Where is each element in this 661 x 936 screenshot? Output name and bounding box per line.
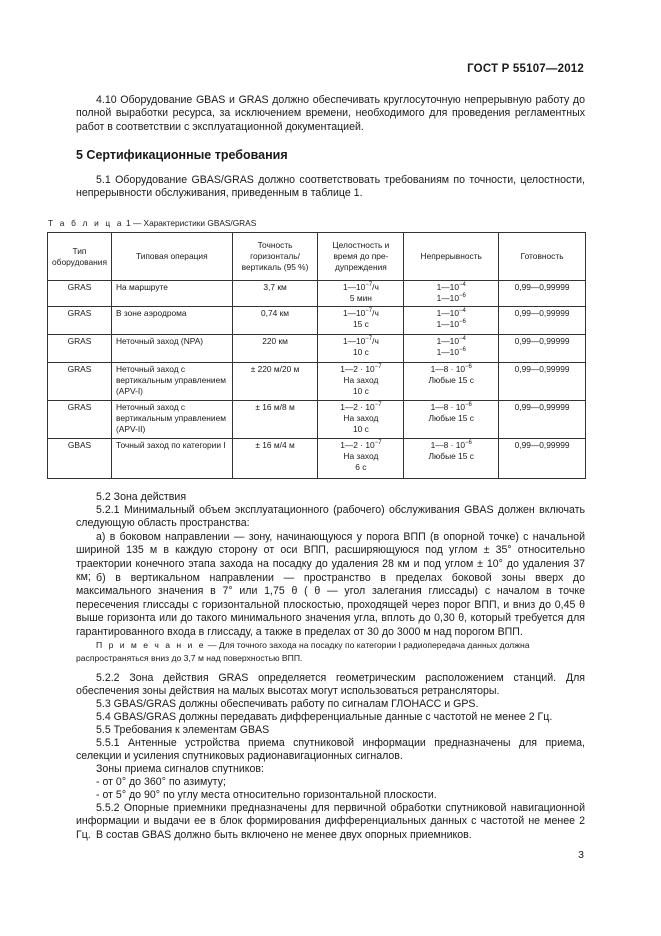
cell-availability — [499, 335, 586, 363]
paragraph-5-5-1: 5.5.1 Антенные устройства приема спутниковой информации предназначены для приема, селекции и усиления спутниковых радионавигационных сигналов. — [76, 737, 585, 763]
continuity-exponent: −4 — [458, 282, 466, 289]
integrity-time: 10 с — [352, 347, 369, 357]
cell-operation — [111, 439, 232, 479]
continuity-value-2: 1—10 — [436, 319, 459, 329]
cell-operation — [111, 307, 232, 335]
note-text: — Для точного захода на посадку по категории I радиопередача данных должна распространяться вниз до 3,7 м над поверхностью ВПП. — [76, 640, 530, 663]
cell-continuity — [404, 335, 499, 363]
paragraph-5-5-2: 5.5.2 Опорные приемники предназначены для первичной обработки спутниковой навигационной информации и выдачи ее в блок формирования дифференциальных данных с частотой не менее 2 Гц. — [76, 802, 585, 841]
cell-equipment-type — [48, 401, 112, 439]
note-label: П р и м е ч а н и е — [96, 640, 206, 650]
availability-text: 0,99—0,99999 — [514, 336, 570, 346]
operation-text: В зоне аэродрома — [115, 308, 187, 318]
cell-accuracy — [232, 439, 318, 479]
integrity-time: 15 с — [352, 319, 369, 329]
equipment-type-text: GRAS — [67, 402, 92, 412]
continuity-value: 1—8 · 10 — [430, 440, 466, 450]
integrity-exponent: −7 — [374, 440, 382, 447]
header-operation: Типовая операция — [111, 233, 232, 281]
cell-accuracy — [232, 401, 318, 439]
continuity-value-2: Любые 15 с — [428, 451, 474, 461]
continuity-value: 1—8 · 10 — [430, 364, 466, 374]
cell-integrity — [318, 363, 404, 401]
accuracy-text: ± 220 м/20 м — [250, 364, 300, 374]
cell-availability — [499, 439, 586, 479]
paragraph-5-3: 5.3 GBAS/GRAS должны обеспечивать работу по сигналам ГЛОНАСС и GPS. — [96, 698, 479, 710]
operation-text: Точный заход по категории I — [115, 440, 226, 450]
cell-continuity — [404, 307, 499, 335]
cell-equipment-type — [48, 363, 112, 401]
availability-text: 0,99—0,99999 — [514, 364, 570, 374]
section-5-title: 5 Сертификационные требования — [76, 148, 288, 162]
cell-equipment-type — [48, 281, 112, 307]
continuity-exponent-2: −6 — [458, 293, 466, 300]
accuracy-text: ± 16 м/8 м — [255, 402, 295, 412]
cell-operation — [111, 281, 232, 307]
cell-accuracy — [232, 307, 318, 335]
accuracy-text: 0,74 км — [261, 308, 290, 318]
paragraph-receivers: В состав GBAS должно быть включено не менее двух опорных приемников. — [96, 829, 472, 841]
continuity-value: 1—10 — [436, 308, 459, 318]
accuracy-text: ± 16 м/4 м — [255, 440, 295, 450]
header-equipment-type: Тип оборудования — [48, 233, 112, 281]
paragraph-5-5: 5.5 Требования к элементам GBAS — [96, 724, 270, 736]
operation-text: Неточный заход с вертикальным управлением (APV-II) — [115, 402, 227, 434]
continuity-exponent: −6 — [465, 364, 472, 371]
integrity-value: 1—10 — [342, 308, 366, 318]
availability-text: 0,99—0,99999 — [514, 308, 570, 318]
equipment-type-text: GBAS — [67, 440, 92, 450]
paragraph-azimuth: - от 0° до 360° по азимуту; — [96, 776, 226, 788]
cell-availability — [499, 281, 586, 307]
availability-text: 0,99—0,99999 — [514, 402, 570, 412]
page-number: 3 — [578, 849, 584, 861]
operation-text: На маршруте — [115, 282, 168, 292]
availability-text: 0,99—0,99999 — [514, 440, 570, 450]
table-header-row — [48, 233, 586, 281]
cell-continuity — [404, 281, 499, 307]
table-row — [48, 335, 586, 363]
continuity-value-2: Любые 15 с — [428, 375, 474, 385]
cell-equipment-type — [48, 335, 112, 363]
integrity-time-extra: 6 с — [355, 462, 367, 472]
table-row — [48, 363, 586, 401]
availability-text: 0,99—0,99999 — [514, 282, 570, 292]
continuity-exponent: −4 — [458, 308, 466, 315]
continuity-value-2: 1—10 — [436, 293, 459, 303]
table-row — [48, 401, 586, 439]
accuracy-text: 3,7 км — [263, 282, 287, 292]
header-continuity: Непрерывность — [404, 233, 499, 281]
continuity-exponent: −6 — [465, 402, 472, 409]
equipment-type-text: GRAS — [67, 282, 92, 292]
cell-availability — [499, 307, 586, 335]
paragraph-a-lateral: а) в боковом направлении — зону, начинающуюся у порога ВПП (в опорной точке) с начальной шириной 135 м в каждую сторону от оси ВПП, расширяющуюся под углом ± 35° относительно траектории конечного этапа захода на посадку до удаления 28 км и под углом ± 10° до удаления 37 км; — [76, 531, 585, 584]
integrity-value: 1—10 — [342, 336, 366, 346]
integrity-unit: /ч — [372, 282, 379, 292]
cell-equipment-type — [48, 439, 112, 479]
cell-operation — [111, 363, 232, 401]
table-row — [48, 439, 586, 479]
paragraph-4-10: 4.10 Оборудование GBAS и GRAS должно обеспечивать круглосуточную непрерывную работу до полной выработки ресурса, за исключением времени, необходимого для проведения регламентных работ в соответствии с эксплуатационной документацией. — [76, 94, 585, 133]
integrity-time: На заход — [343, 413, 379, 423]
integrity-time-extra: 10 с — [352, 424, 369, 434]
continuity-exponent: −6 — [465, 440, 472, 447]
integrity-time: 5 мин — [349, 293, 372, 303]
cell-accuracy — [232, 281, 318, 307]
paragraph-5-1: 5.1 Оборудование GBAS/GRAS должно соответствовать требованиям по точности, целостности, непрерывности обслуживания, приведенным в таблице 1. — [76, 174, 585, 200]
cell-integrity — [318, 281, 404, 307]
cell-integrity — [318, 439, 404, 479]
header-availability: Готовность — [499, 233, 586, 281]
header-accuracy: Точность горизонталь/ вертикаль (95 %) — [232, 233, 318, 281]
paragraph-5-2-2: 5.2.2 Зона действия GRAS определяется геометрическим расположением станций. Для обеспечения зоны действия на малых высотах могут использоваться ретрансляторы. — [76, 672, 585, 698]
integrity-value: 1—10 — [342, 282, 366, 292]
paragraph-zones: Зоны приема сигналов спутников: — [96, 763, 265, 775]
characteristics-table — [47, 232, 586, 479]
equipment-type-text: GRAS — [67, 336, 92, 346]
cell-accuracy — [232, 335, 318, 363]
cell-integrity — [318, 335, 404, 363]
paragraph-5-2: 5.2 Зона действия — [96, 491, 187, 503]
continuity-value-2: Любые 15 с — [428, 413, 474, 423]
integrity-exponent: −7 — [374, 364, 382, 371]
continuity-exponent-2: −6 — [458, 319, 466, 326]
cell-continuity — [404, 401, 499, 439]
integrity-exponent: −7 — [365, 282, 373, 289]
integrity-exponent: −7 — [374, 402, 382, 409]
continuity-exponent-2: −6 — [458, 347, 466, 354]
table-row — [48, 307, 586, 335]
cell-integrity — [318, 401, 404, 439]
cell-availability — [499, 363, 586, 401]
integrity-unit: /ч — [372, 336, 379, 346]
document-id-header: ГОСТ Р 55107—2012 — [467, 63, 584, 75]
cell-equipment-type — [48, 307, 112, 335]
equipment-type-text: GRAS — [67, 308, 92, 318]
table-row — [48, 281, 586, 307]
continuity-value: 1—10 — [436, 336, 459, 346]
integrity-time: На заход — [343, 451, 379, 461]
paragraph-elevation: - от 5° до 90° по углу места относительно горизонтальной плоскости. — [96, 789, 437, 801]
integrity-time-extra: 10 с — [352, 386, 369, 396]
cell-continuity — [404, 439, 499, 479]
cell-operation — [111, 401, 232, 439]
table-caption — [48, 218, 256, 228]
continuity-value: 1—8 · 10 — [430, 402, 466, 412]
cell-availability — [499, 401, 586, 439]
operation-text: Неточный заход (NPA) — [115, 336, 204, 346]
paragraph-5-4: 5.4 GBAS/GRAS должны передавать дифференциальные данные с частотой не менее 2 Гц. — [96, 711, 553, 723]
integrity-exponent: −7 — [365, 308, 373, 315]
continuity-exponent: −4 — [458, 336, 466, 343]
integrity-value: 1—2 · 10 — [340, 402, 375, 412]
operation-text: Неточный заход с вертикальным управлением (APV-I) — [115, 364, 227, 396]
cell-accuracy — [232, 363, 318, 401]
table-caption-text: 1 — Характеристики GBAS/GRAS — [123, 218, 257, 228]
accuracy-text: 220 км — [262, 336, 288, 346]
continuity-value: 1—10 — [436, 282, 459, 292]
cell-operation — [111, 335, 232, 363]
note — [76, 639, 585, 664]
table-caption-label: Т а б л и ц а — [48, 218, 124, 228]
integrity-value: 1—2 · 10 — [340, 440, 375, 450]
integrity-value: 1—2 · 10 — [340, 364, 375, 374]
paragraph-b-vertical: б) в вертикальном направлении — пространство в пределах боковой зоны вверх до максимального значения в 7° или 1,75 θ ( θ — угол залегания глиссады) с началом в точке пересечения глиссады с горизонтальной плоскостью, проходящей через порог ВПП, и вниз до 0,45 θ выше горизонта или до такого минимального значения угла, вплоть до 0,30 θ, который требуется для гарантированного входа в глиссаду, а также в пределах от 30 до 3000 м над порогом ВПП. — [76, 572, 585, 638]
integrity-unit: /ч — [372, 308, 379, 318]
continuity-value-2: 1—10 — [436, 347, 459, 357]
paragraph-5-2-1: 5.2.1 Минимальный объем эксплуатационного (рабочего) обслуживания GBAS должен включать следующую область пространства: — [76, 504, 585, 530]
cell-continuity — [404, 363, 499, 401]
cell-integrity — [318, 307, 404, 335]
integrity-time: На заход — [343, 375, 379, 385]
header-integrity: Целостность и время до пре-дупреждения — [318, 233, 404, 281]
integrity-exponent: −7 — [365, 336, 373, 343]
equipment-type-text: GRAS — [67, 364, 92, 374]
